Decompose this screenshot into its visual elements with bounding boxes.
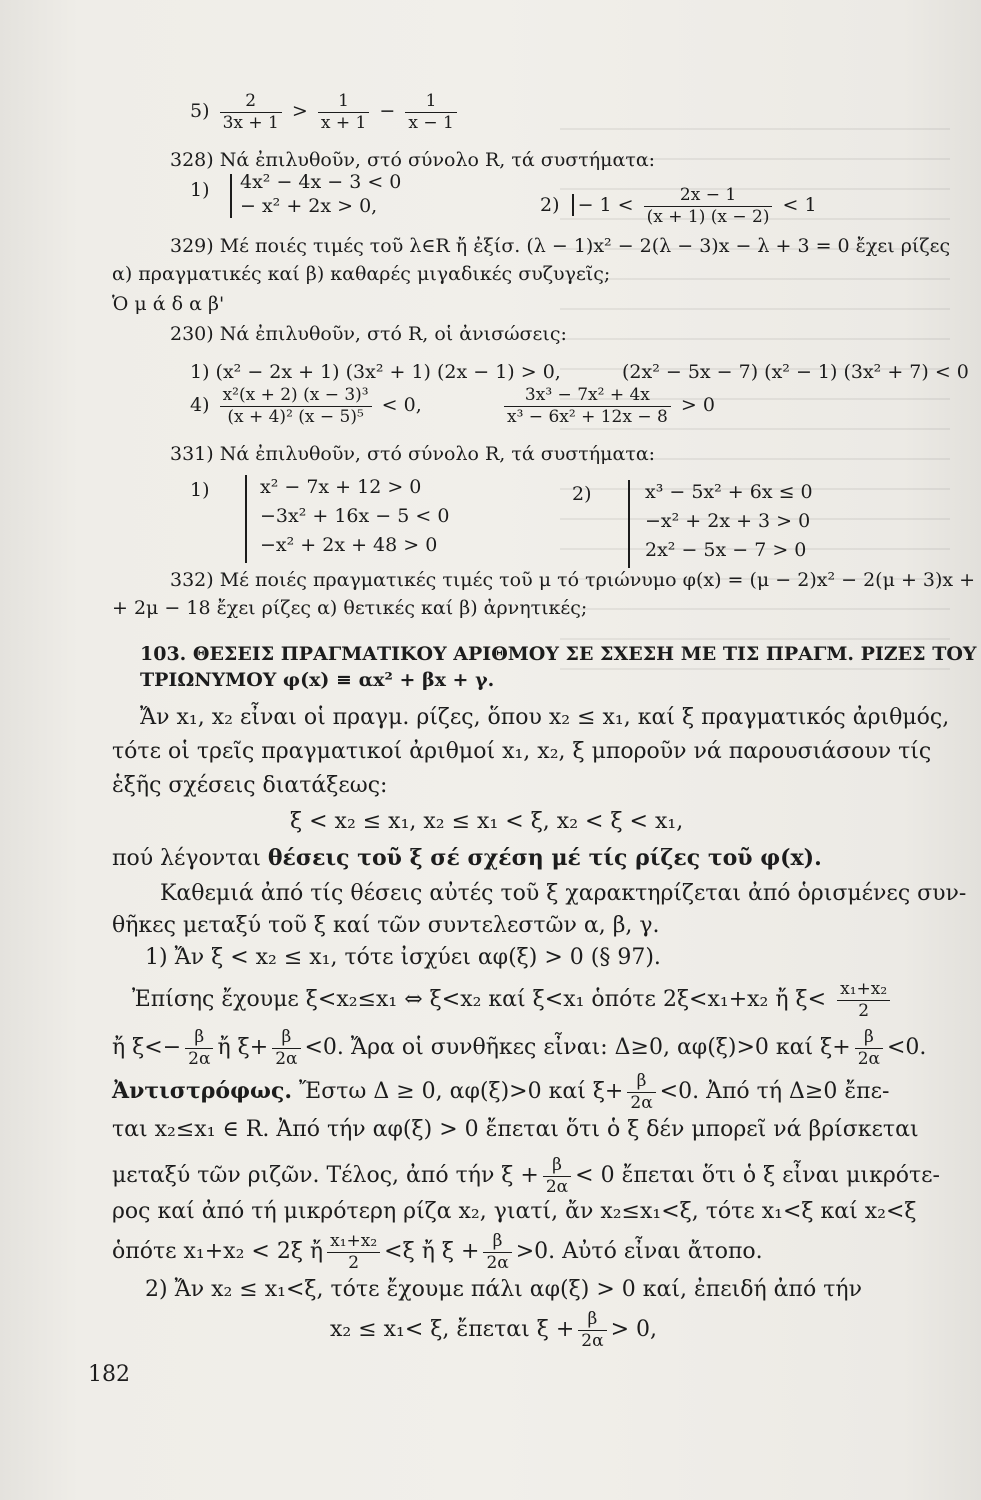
system-number: 2) (572, 483, 592, 505)
system-number: 1) (190, 479, 210, 501)
system-equation: −x² + 2x + 3 > 0 (645, 510, 811, 532)
system-brace (245, 475, 247, 563)
fraction: $\frac{\text{x₁+x₂}}{2}$ (837, 980, 890, 1020)
body-line: 1) Ἄν ξ < x₂ ≤ x₁, τότε ἰσχύει αφ(ξ) > 0 (§ 97). (145, 945, 661, 970)
inequality: 1) (x² − 2x + 1) (3x² + 1) (2x − 1) > 0, (190, 361, 561, 383)
system-equation: −x² + 2x + 48 > 0 (260, 534, 438, 556)
fraction: $\frac{\beta}{2\alpha}$ (483, 1232, 511, 1272)
exercise-number: 5) (190, 100, 210, 123)
system-equation: 4x² − 4x − 3 < 0 (240, 171, 402, 193)
fraction: $\frac{\beta}{2\alpha}$ (543, 1156, 571, 1196)
body-line: ἤ ξ<− $\frac{\beta}{2\alpha}$ ἤ ξ+ $\frac{\beta}{2\alpha}$ <0. Ἄρα οἱ συνθῆκες εἶναι: Δ≥0, αφ(ξ)>0 καί ξ+ $\frac{\beta}{2\alpha}$ <0. (112, 1027, 927, 1069)
inequality-5: $\frac{\text{3x³ − 7x² + 4x}}{\text{x³ − 6x² + 12x − 8}}$ > 0 (500, 386, 715, 426)
body-line: μεταξύ τῶν ριζῶν. Τέλος, ἀπό τήν ξ + $\frac{\beta}{2\alpha}$ < 0 ἔπεται ὅτι ὁ ξ εἶναι μικρότε- (112, 1155, 940, 1197)
fraction: $\frac{\beta}{2\alpha}$ (578, 1310, 606, 1350)
fraction: $\frac{2}{3x + 1}$ (220, 92, 282, 132)
system-equation: 2x² − 5x − 7 > 0 (645, 539, 807, 561)
system-equation: −3x² + 16x − 5 < 0 (260, 505, 450, 527)
emphasis-text: Ἀντιστρόφως. (112, 1078, 293, 1105)
system-equation: − x² + 2x > 0, (240, 195, 378, 217)
fraction: $\frac{\beta}{2\alpha}$ (185, 1028, 213, 1068)
fraction: $\frac{\text{x²(x + 2) (x − 3)³}}{\text{(x + 4)² (x − 5)⁵}}$ (220, 386, 372, 426)
page-number: 182 (88, 1362, 130, 1387)
body-line: 2) Ἄν x₂ ≤ x₁<ξ, τότε ἔχουμε πάλι αφ(ξ) > 0 καί, ἐπειδή ἀπό τήν (145, 1277, 862, 1302)
body-line: Ἄν x₁, x₂ εἶναι οἱ πραγμ. ρίζες, ὅπου x₂ ≤ x₁, καί ξ πραγματικός ἀριθμός, (140, 705, 950, 730)
exercise-332-line: 332) Μέ ποιές πραγματικές τιμές τοῦ μ τό τριώνυμο φ(x) = (μ − 2)x² − 2(μ + 3)x + (170, 569, 976, 591)
body-line: τότε οἱ τρεῖς πραγματικοί ἀριθμοί x₁, x₂, ξ μποροῦν νά παρουσιάσουν τίς (112, 739, 932, 764)
fraction: $\frac{2x - 1}{(x + 1) (x - 2)}$ (644, 186, 773, 226)
body-line: Καθεμιά ἀπό τίς θέσεις αὐτές τοῦ ξ χαρακτηρίζεται ἀπό ὁρισμένες συν- (160, 881, 967, 906)
emphasis-text: θέσεις τοῦ ξ σέ σχέση μέ τίς ρίζες τοῦ φ(x). (267, 845, 822, 871)
fraction: $\frac{\text{x₁+x₂}}{2}$ (327, 1232, 380, 1272)
body-line: θῆκες μεταξύ τοῦ ξ καί τῶν συντελεστῶν α, β, γ. (112, 913, 660, 938)
fraction: $\frac{\text{3x³ − 7x² + 4x}}{\text{x³ − 6x² + 12x − 8}}$ (504, 386, 671, 426)
body-line: Ἀντιστρόφως. Ἔστω Δ ≥ 0, αφ(ξ)>0 καί ξ+ $\frac{\beta}{2\alpha}$ <0. Ἀπό τή Δ≥0 ἔπε- (112, 1071, 890, 1113)
group-heading: Ὁ μ ά δ α β' (112, 293, 225, 315)
system-number: 1) (190, 179, 210, 201)
fraction: $\frac{\beta}{2\alpha}$ (855, 1028, 883, 1068)
section-heading: ΤΡΙΩΝΥΜΟΥ φ(x) ≡ αx² + βx + γ. (140, 669, 495, 691)
system-equation: x² − 7x + 12 > 0 (260, 476, 422, 498)
exercise-331-title: 331) Νά ἐπιλυθοῦν, στό σύνολο R, τά συστήματα: (170, 443, 656, 465)
fraction: $\frac{1}{x + 1}$ (318, 92, 369, 132)
body-line: ρος καί ἀπό τή μικρότερη ρίζα x₂, γιατί, ἄν x₂≤x₁<ξ, τότε x₁<ξ καί x₂<ξ (112, 1199, 917, 1224)
fraction: $\frac{\beta}{2\alpha}$ (272, 1028, 300, 1068)
formula-line: ξ < x₂ ≤ x₁, x₂ ≤ x₁ < ξ, x₂ < ξ < x₁, (290, 809, 684, 834)
exercise-329-line: α) πραγματικές καί β) καθαρές μιγαδικές συζυγεῖς; (112, 263, 611, 285)
body-line: ὁπότε x₁+x₂ < 2ξ ἤ $\frac{\text{x₁+x₂}}{2}$ <ξ ἤ ξ + $\frac{\beta}{2\alpha}$ >0. Αὐτό εἶναι ἄτοπο. (112, 1231, 763, 1273)
body-line: πού λέγονται θέσεις τοῦ ξ σέ σχέση μέ τίς ρίζες τοῦ φ(x). (112, 845, 822, 871)
exercise-328-system-2: 2) − 1 < $\frac{2x - 1}{(x + 1) (x - 2)}$ < 1 (540, 185, 817, 227)
body-line: x₂ ≤ x₁< ξ, ἔπεται ξ + $\frac{\beta}{2\alpha}$ > 0, (330, 1309, 657, 1351)
body-line: ἑξῆς σχέσεις διατάξεως: (112, 773, 388, 798)
system-equation: x³ − 5x² + 6x ≤ 0 (645, 481, 813, 503)
system-brace (628, 480, 630, 568)
exercise-329-line: 329) Μέ ποιές τιμές τοῦ λ∈R ἤ ἐξίσ. (λ − 1)x² − 2(λ − 3)x − λ + 3 = 0 ἔχει ρίζες (170, 235, 951, 257)
fraction: $\frac{1}{x - 1}$ (405, 92, 456, 132)
exercise-332-line: + 2μ − 18 ἔχει ρίζες α) θετικές καί β) ἀρνητικές; (112, 597, 588, 619)
system-brace (230, 174, 232, 218)
fraction: $\frac{\beta}{2\alpha}$ (627, 1072, 655, 1112)
exercise-330-title: 230) Νά ἐπιλυθοῦν, στό R, οἱ ἀνισώσεις: (170, 323, 567, 345)
exercise-5: 5) $\frac{2}{3x + 1}$ > $\frac{1}{x + 1}$ − $\frac{1}{x - 1}$ (190, 92, 461, 132)
inequality: (2x² − 5x − 7) (x² − 1) (3x² + 7) < 0 (622, 361, 969, 383)
exercise-328-title: 328) Νά ἐπιλυθοῦν, στό σύνολο R, τά συστήματα: (170, 149, 656, 171)
inequality-4: 4) $\frac{\text{x²(x + 2) (x − 3)³}}{\text{(x + 4)² (x − 5)⁵}}$ < 0, (190, 385, 422, 427)
body-line: Ἐπίσης ἔχουμε ξ<x₂≤x₁ ⇔ ξ<x₂ καί ξ<x₁ ὁπότε 2ξ<x₁+x₂ ἤ ξ< $\frac{\text{x₁+x₂}}{2}$ (132, 980, 894, 1020)
section-heading: 103. ΘΕΣΕΙΣ ΠΡΑΓΜΑΤΙΚΟΥ ΑΡΙΘΜΟΥ ΣΕ ΣΧΕΣΗ ΜΕ ΤΙΣ ΠΡΑΓΜ. ΡΙΖΕΣ ΤΟΥ (140, 643, 977, 665)
body-line: ται x₂≤x₁ ∈ R. Ἀπό τήν αφ(ξ) > 0 ἔπεται ὅτι ὁ ξ δέν μπορεῖ νά βρίσκεται (112, 1117, 919, 1142)
